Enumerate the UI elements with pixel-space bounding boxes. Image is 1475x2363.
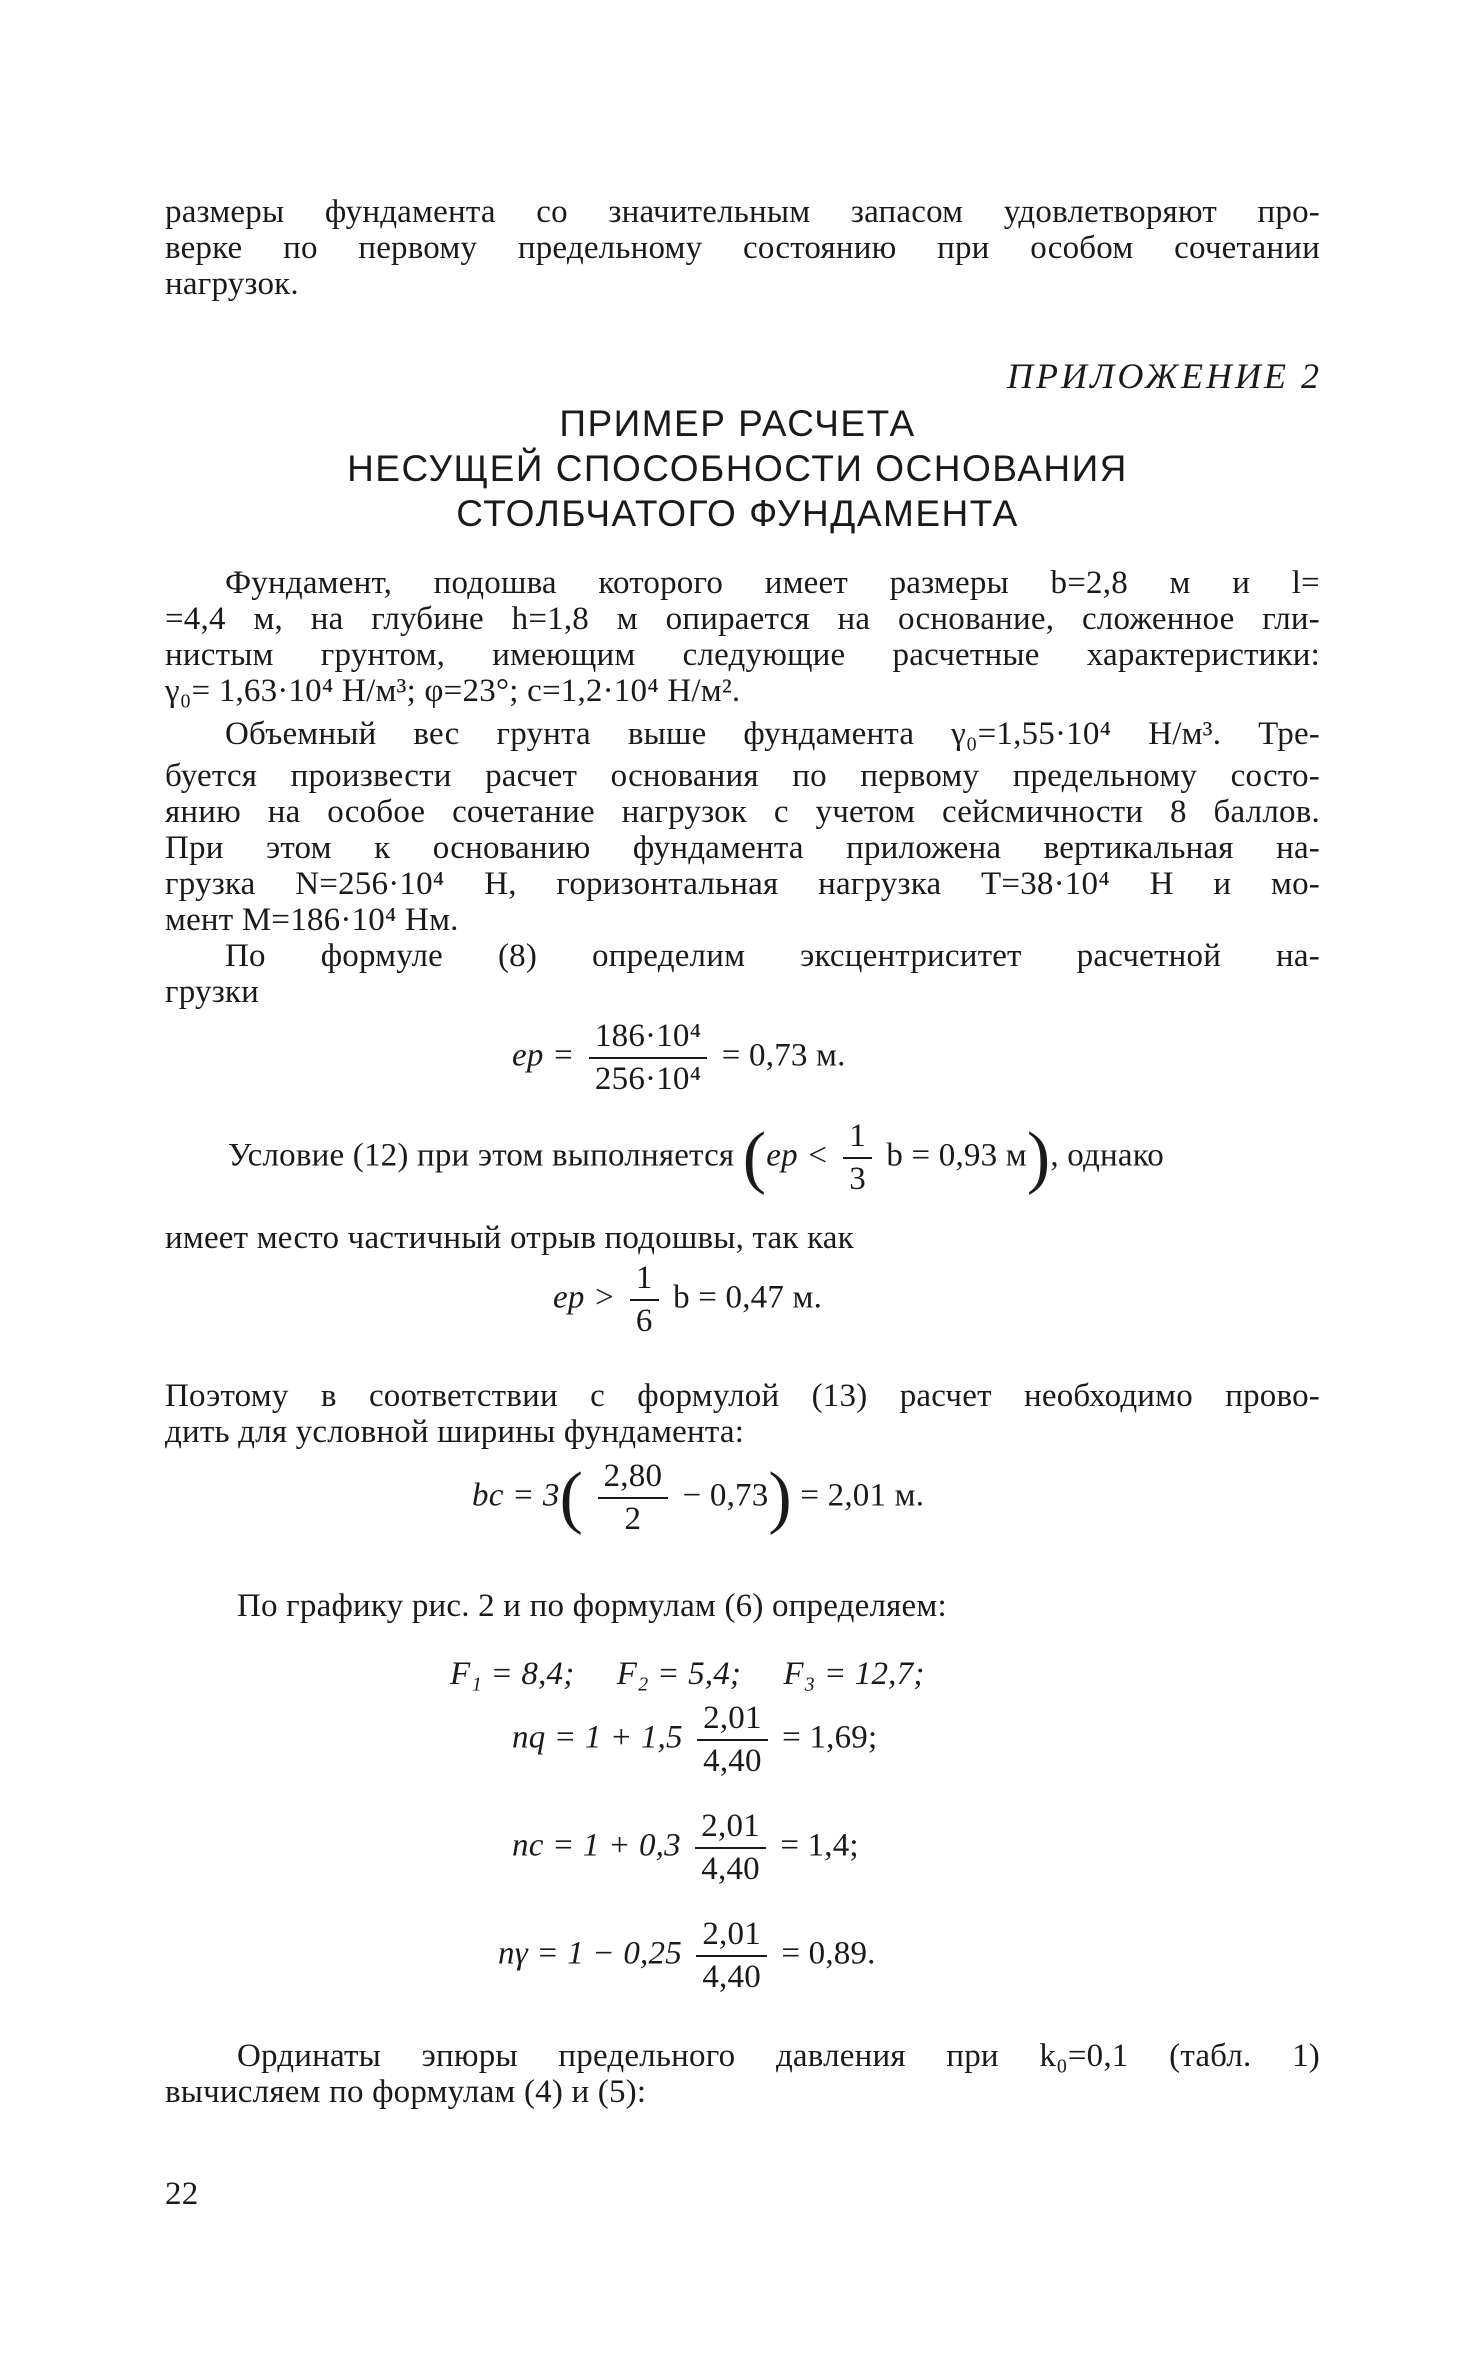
- word: Ординаты: [237, 2038, 381, 2074]
- word: выше: [627, 716, 707, 752]
- section-title: СТОЛБЧАТОГО ФУНДАМЕНТА: [456, 493, 1019, 534]
- formula-rhs: = 0,89.: [781, 1935, 876, 1972]
- word: буется: [165, 758, 258, 794]
- condition-rhs: b = 0,93 м: [886, 1137, 1027, 1174]
- numerator: 2,80: [603, 1458, 663, 1494]
- word: глубине: [371, 601, 484, 637]
- formula-nc: [512, 1810, 859, 1886]
- word: первому: [358, 230, 478, 266]
- word: имеющим: [492, 637, 636, 673]
- word: (13): [811, 1378, 868, 1414]
- formula-mid: − 0,73: [682, 1477, 769, 1514]
- word: При: [165, 830, 224, 866]
- formula-eccentricity-check: [553, 1262, 822, 1338]
- para2-line: [225, 718, 1320, 751]
- right-paren: ): [768, 1459, 792, 1536]
- numerator: 2,01: [702, 1916, 761, 1952]
- word: b=2,8: [1050, 565, 1128, 601]
- fraction: [696, 1918, 767, 1994]
- word: при: [946, 2038, 999, 2074]
- word: фундамента: [632, 830, 804, 866]
- word: этом: [266, 830, 332, 866]
- fraction: [589, 1020, 707, 1096]
- word: расчетные: [892, 637, 1040, 673]
- word: по: [792, 758, 827, 794]
- numerator: 1: [849, 1118, 866, 1154]
- word: предельному: [1012, 758, 1198, 794]
- word: (8): [497, 938, 538, 974]
- word: которого: [598, 565, 724, 601]
- word: янию: [165, 794, 241, 830]
- word: размеры: [889, 565, 1009, 601]
- page-number: 22: [165, 2176, 199, 2212]
- word: в: [320, 1378, 337, 1414]
- para2-line: [165, 796, 1320, 829]
- word: По: [225, 938, 266, 974]
- word: основания: [610, 758, 759, 794]
- denominator: 3: [843, 1157, 872, 1196]
- word: нагрузка: [818, 866, 942, 902]
- numerator: 2,01: [703, 1700, 762, 1736]
- left-paren: (: [742, 1119, 767, 1196]
- word: удовлетворяют: [1003, 194, 1217, 230]
- word: грузка: [165, 866, 256, 902]
- word: первому: [860, 758, 980, 794]
- word: м: [616, 601, 638, 637]
- word: Н/м³.: [1148, 716, 1222, 752]
- word: подошва: [433, 565, 557, 601]
- word: Поэтому: [165, 1378, 289, 1414]
- word: нагрузок: [621, 794, 748, 830]
- word: имеет: [764, 565, 848, 601]
- word: нистым: [165, 637, 274, 673]
- formula-lhs: bc = 3: [472, 1477, 560, 1514]
- formula-ngamma: [498, 1918, 876, 1994]
- word: учетом: [815, 794, 916, 830]
- denominator: 4,40: [695, 1847, 766, 1886]
- formula-rhs: = 2,01 м.: [800, 1477, 925, 1514]
- word: приложена: [846, 830, 1002, 866]
- word: характеристики:: [1086, 637, 1320, 673]
- word: N=256·10⁴: [295, 866, 445, 902]
- word: вертикальная: [1043, 830, 1234, 866]
- word: расчет: [899, 1378, 992, 1414]
- word: на: [267, 794, 301, 830]
- word: следующие: [682, 637, 846, 673]
- formula-rhs: b = 0,47 м.: [673, 1279, 823, 1316]
- word: расчетной: [1076, 938, 1222, 974]
- word: горизонтальная: [556, 866, 779, 902]
- word: на-: [1276, 830, 1320, 866]
- formula-f-values: F₁ = 8,4; F₂ = 5,4; F₃ = 12,7;: [450, 1656, 925, 1692]
- word: сочетание: [452, 794, 595, 830]
- intro-line: нагрузок.: [165, 266, 299, 302]
- formula-rhs: = 1,69;: [782, 1719, 878, 1756]
- word: грунта: [496, 716, 591, 752]
- para2-line: [165, 832, 1320, 865]
- word: на: [837, 601, 871, 637]
- right-paren: ): [1026, 1119, 1051, 1196]
- left-paren: (: [559, 1459, 584, 1536]
- intro-line: [165, 232, 1320, 265]
- para4-line: дить для условной ширины фундамента:: [165, 1414, 745, 1450]
- word: Тре-: [1258, 716, 1320, 752]
- word: значительным: [608, 194, 811, 230]
- condition-lhs: eр <: [766, 1137, 829, 1174]
- word: состоянию: [743, 230, 897, 266]
- word: и: [1232, 565, 1251, 601]
- word: 8: [1170, 794, 1187, 830]
- word: Н,: [484, 866, 517, 902]
- word: мо-: [1271, 866, 1320, 902]
- formula-rhs: = 1,4;: [780, 1827, 859, 1864]
- para1-line: [165, 639, 1320, 672]
- word: прово-: [1225, 1378, 1320, 1414]
- word: опирается: [665, 601, 810, 637]
- word: и: [1213, 866, 1232, 902]
- appendix-label: ПРИЛОЖЕНИЕ 2: [1007, 356, 1322, 396]
- word: особом: [1030, 230, 1134, 266]
- word: баллов.: [1213, 794, 1320, 830]
- word: необходимо: [1023, 1378, 1193, 1414]
- word: определим: [592, 938, 746, 974]
- denominator: 2: [598, 1497, 669, 1536]
- intro-line: [165, 196, 1320, 229]
- numerator: 1: [635, 1260, 653, 1296]
- word: расчет: [485, 758, 578, 794]
- word: м,: [253, 601, 283, 637]
- fraction: [697, 1702, 768, 1778]
- word: на-: [1276, 938, 1320, 974]
- final-line: вычисляем по формулам (4) и (5):: [165, 2074, 647, 2110]
- para4-line: [165, 1380, 1320, 1413]
- word: эпюры: [421, 2038, 518, 2074]
- para1-line: γ₀= 1,63·10⁴ Н/м³; φ=23°; c=1,2·10⁴ Н/м².: [165, 673, 741, 709]
- word: фундамента: [743, 716, 915, 752]
- word: с: [590, 1378, 605, 1414]
- text-line: имеет место частичный отрыв подошвы, так как: [165, 1220, 854, 1256]
- word: (табл.: [1169, 2038, 1252, 2074]
- word: со: [536, 194, 568, 230]
- word: вес: [413, 716, 460, 752]
- word: Объемный: [225, 716, 377, 752]
- word: 1): [1292, 2038, 1320, 2074]
- word: фундамента: [324, 194, 496, 230]
- formula-lhs: eр >: [553, 1279, 616, 1316]
- word: состо-: [1230, 758, 1320, 794]
- fraction: [843, 1120, 872, 1196]
- denominator: 4,40: [696, 1955, 767, 1994]
- para2-line: мент M=186·10⁴ Нм.: [165, 902, 459, 938]
- condition-line: [228, 1120, 1164, 1196]
- word: l=: [1291, 565, 1320, 601]
- final-line: [237, 2040, 1320, 2073]
- word: при: [937, 230, 990, 266]
- word: размеры: [165, 194, 285, 230]
- word: давления: [775, 2038, 906, 2074]
- formula-lhs: nc = 1 + 0,3: [512, 1827, 681, 1864]
- word: про-: [1257, 194, 1320, 230]
- word: эксцентриситет: [800, 938, 1022, 974]
- para2-line: [165, 760, 1320, 793]
- word: k₀=0,1: [1039, 2038, 1129, 2074]
- word: =4,4: [165, 601, 226, 637]
- fraction: [695, 1810, 766, 1886]
- para1-line: [165, 603, 1320, 636]
- para1-line: [225, 567, 1320, 600]
- word: формулой: [637, 1378, 780, 1414]
- word: сложенное: [1081, 601, 1235, 637]
- word: грунтом,: [320, 637, 446, 673]
- formula-rhs: = 0,73 м.: [721, 1037, 846, 1074]
- word: T=38·10⁴: [981, 866, 1110, 902]
- word: произвести: [290, 758, 452, 794]
- denominator: 6: [630, 1299, 659, 1338]
- para3-line: грузки: [165, 974, 260, 1010]
- word: по: [283, 230, 318, 266]
- word: сочетании: [1174, 230, 1320, 266]
- word: на: [310, 601, 344, 637]
- word: соответствии: [368, 1378, 558, 1414]
- word: м: [1169, 565, 1191, 601]
- word: γ₀=1,55·10⁴: [951, 716, 1112, 752]
- section-title: НЕСУЩЕЙ СПОСОБНОСТИ ОСНОВАНИЯ: [347, 448, 1128, 489]
- word: запасом: [850, 194, 964, 230]
- word: h=1,8: [511, 601, 589, 637]
- para3-line: [225, 940, 1320, 973]
- fraction: [598, 1460, 669, 1536]
- para2-line: [165, 868, 1320, 901]
- condition-post: , однако: [1050, 1137, 1164, 1174]
- condition-text: Условие (12) при этом выполняется: [228, 1137, 735, 1174]
- text-line: По графику рис. 2 и по формулам (6) определяем:: [237, 1588, 947, 1624]
- word: особое: [327, 794, 426, 830]
- denominator: 4,40: [697, 1739, 768, 1778]
- word: гли-: [1262, 601, 1320, 637]
- word: формуле: [320, 938, 444, 974]
- formula-lhs: nq = 1 + 1,5: [512, 1719, 683, 1756]
- word: к: [374, 830, 391, 866]
- numerator: 2,01: [701, 1808, 760, 1844]
- formula-lhs: eр =: [512, 1037, 575, 1074]
- numerator: 186·10⁴: [594, 1018, 702, 1054]
- word: основанию: [432, 830, 591, 866]
- fraction: [630, 1262, 659, 1338]
- formula-nq: [512, 1702, 877, 1778]
- word: предельному: [517, 230, 703, 266]
- denominator: 256·10⁴: [589, 1057, 707, 1096]
- word: сейсмичности: [941, 794, 1144, 830]
- section-title: ПРИМЕР РАСЧЕТА: [559, 403, 916, 444]
- word: основание,: [898, 601, 1055, 637]
- word: с: [773, 794, 789, 830]
- formula-conditional-width: [472, 1460, 924, 1536]
- word: Фундамент,: [225, 565, 393, 601]
- word: Н: [1149, 866, 1174, 902]
- formula-lhs: nγ = 1 − 0,25: [498, 1935, 682, 1972]
- word: предельного: [558, 2038, 736, 2074]
- formula-eccentricity: [512, 1020, 846, 1096]
- word: верке: [165, 230, 243, 266]
